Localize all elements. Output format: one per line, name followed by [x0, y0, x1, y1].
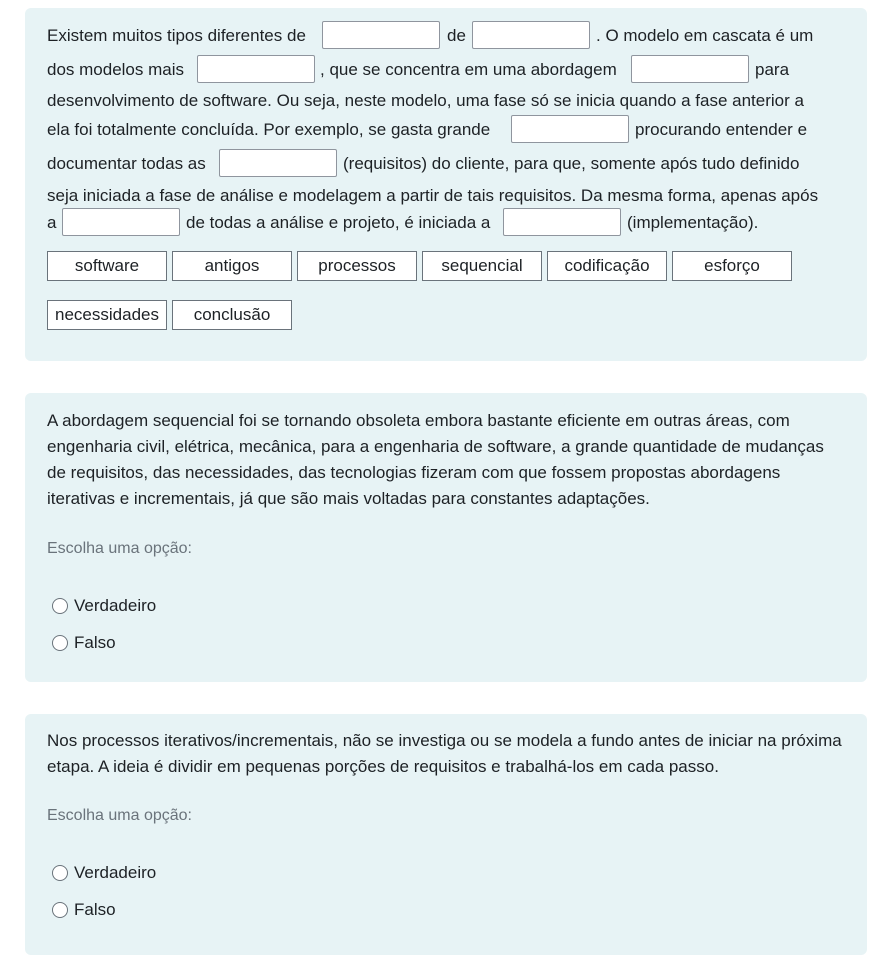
drag-word-codificacao[interactable]: codificação	[547, 251, 667, 281]
drag-word-processos[interactable]: processos	[297, 251, 417, 281]
q2-question-text: A abordagem sequencial foi se tornando obsoleta embora bastante eficiente em outras áreas, com engenharia civil, elétrica, mecânica, para a engenharia de software, a grande quantidade de mudanças de requisitos, das necessidades, das tecnologias fizeram com que fossem propostas abordagens iterativas e incrementais, já que são mais voltadas para constantes adaptações.	[47, 411, 824, 508]
q1-text-11: (requisitos) do cliente, para que, somente após tudo definido	[343, 154, 800, 173]
q1-text-12: seja iniciada a fase de análise e modelagem a partir de tais requisitos. Da mesma forma, apenas após	[47, 186, 819, 205]
q1-text-2: de	[447, 26, 466, 45]
radio-circle-icon[interactable]	[52, 635, 68, 651]
drop-blank-8[interactable]	[503, 208, 621, 236]
q1-text-13: a	[47, 213, 57, 232]
drag-word-esforco[interactable]: esforço	[672, 251, 792, 281]
q3-option-false-label[interactable]: Falso	[74, 900, 116, 919]
q1-text-10: documentar todas as	[47, 154, 206, 173]
q1-text-6: para	[755, 60, 790, 79]
drop-blank-3[interactable]	[197, 55, 315, 83]
q1-text-15: (implementação).	[627, 213, 759, 232]
q2-option-false[interactable]	[52, 633, 116, 653]
radio-circle-icon[interactable]	[52, 902, 68, 918]
drop-blank-6[interactable]	[219, 149, 337, 177]
q2-option-false-label[interactable]: Falso	[74, 633, 116, 652]
q3-choose-prompt: Escolha uma opção:	[47, 807, 192, 824]
q3-question-text: Nos processos iterativos/incrementais, não se investiga ou se modela a fundo antes de iniciar na próxima etapa. A ideia é dividir em pequenas porções de requisitos e trabalhá-los em cada passo.	[47, 731, 842, 776]
q1-text-1: Existem muitos tipos diferentes de	[47, 26, 306, 45]
q3-option-true[interactable]	[52, 863, 156, 883]
q1-text-3: . O modelo em cascata é um	[596, 26, 814, 45]
drag-word-sequencial[interactable]: sequencial	[422, 251, 542, 281]
drop-blank-4[interactable]	[631, 55, 749, 83]
drag-word-conclusao[interactable]: conclusão	[172, 300, 292, 330]
q1-text-4: dos modelos mais	[47, 60, 185, 79]
drop-blank-2[interactable]	[472, 21, 590, 49]
drop-blank-5[interactable]	[511, 115, 629, 143]
q3-option-true-label[interactable]: Verdadeiro	[74, 863, 157, 882]
drop-blank-7[interactable]	[62, 208, 180, 236]
radio-circle-icon[interactable]	[52, 598, 68, 614]
q1-text-9: procurando entender e	[635, 120, 808, 139]
q3-option-false[interactable]	[52, 900, 116, 920]
q2-option-true-label[interactable]: Verdadeiro	[74, 596, 157, 615]
drag-word-necessidades[interactable]: necessidades	[47, 300, 167, 330]
q2-option-true[interactable]	[52, 596, 156, 616]
q1-text-5: , que se concentra em uma abordagem	[320, 60, 617, 79]
q2-choose-prompt: Escolha uma opção:	[47, 540, 192, 557]
drag-word-antigos[interactable]: antigos	[172, 251, 292, 281]
q1-text-7: desenvolvimento de software. Ou seja, neste modelo, uma fase só se inicia quando a fase anterior a	[47, 91, 804, 110]
drag-word-software[interactable]: software	[47, 251, 167, 281]
drop-blank-1[interactable]	[322, 21, 440, 49]
q1-text-8: ela foi totalmente concluída. Por exemplo, se gasta grande	[47, 120, 491, 139]
q1-text-14: de todas a análise e projeto, é iniciada a	[186, 213, 491, 232]
radio-circle-icon[interactable]	[52, 865, 68, 881]
